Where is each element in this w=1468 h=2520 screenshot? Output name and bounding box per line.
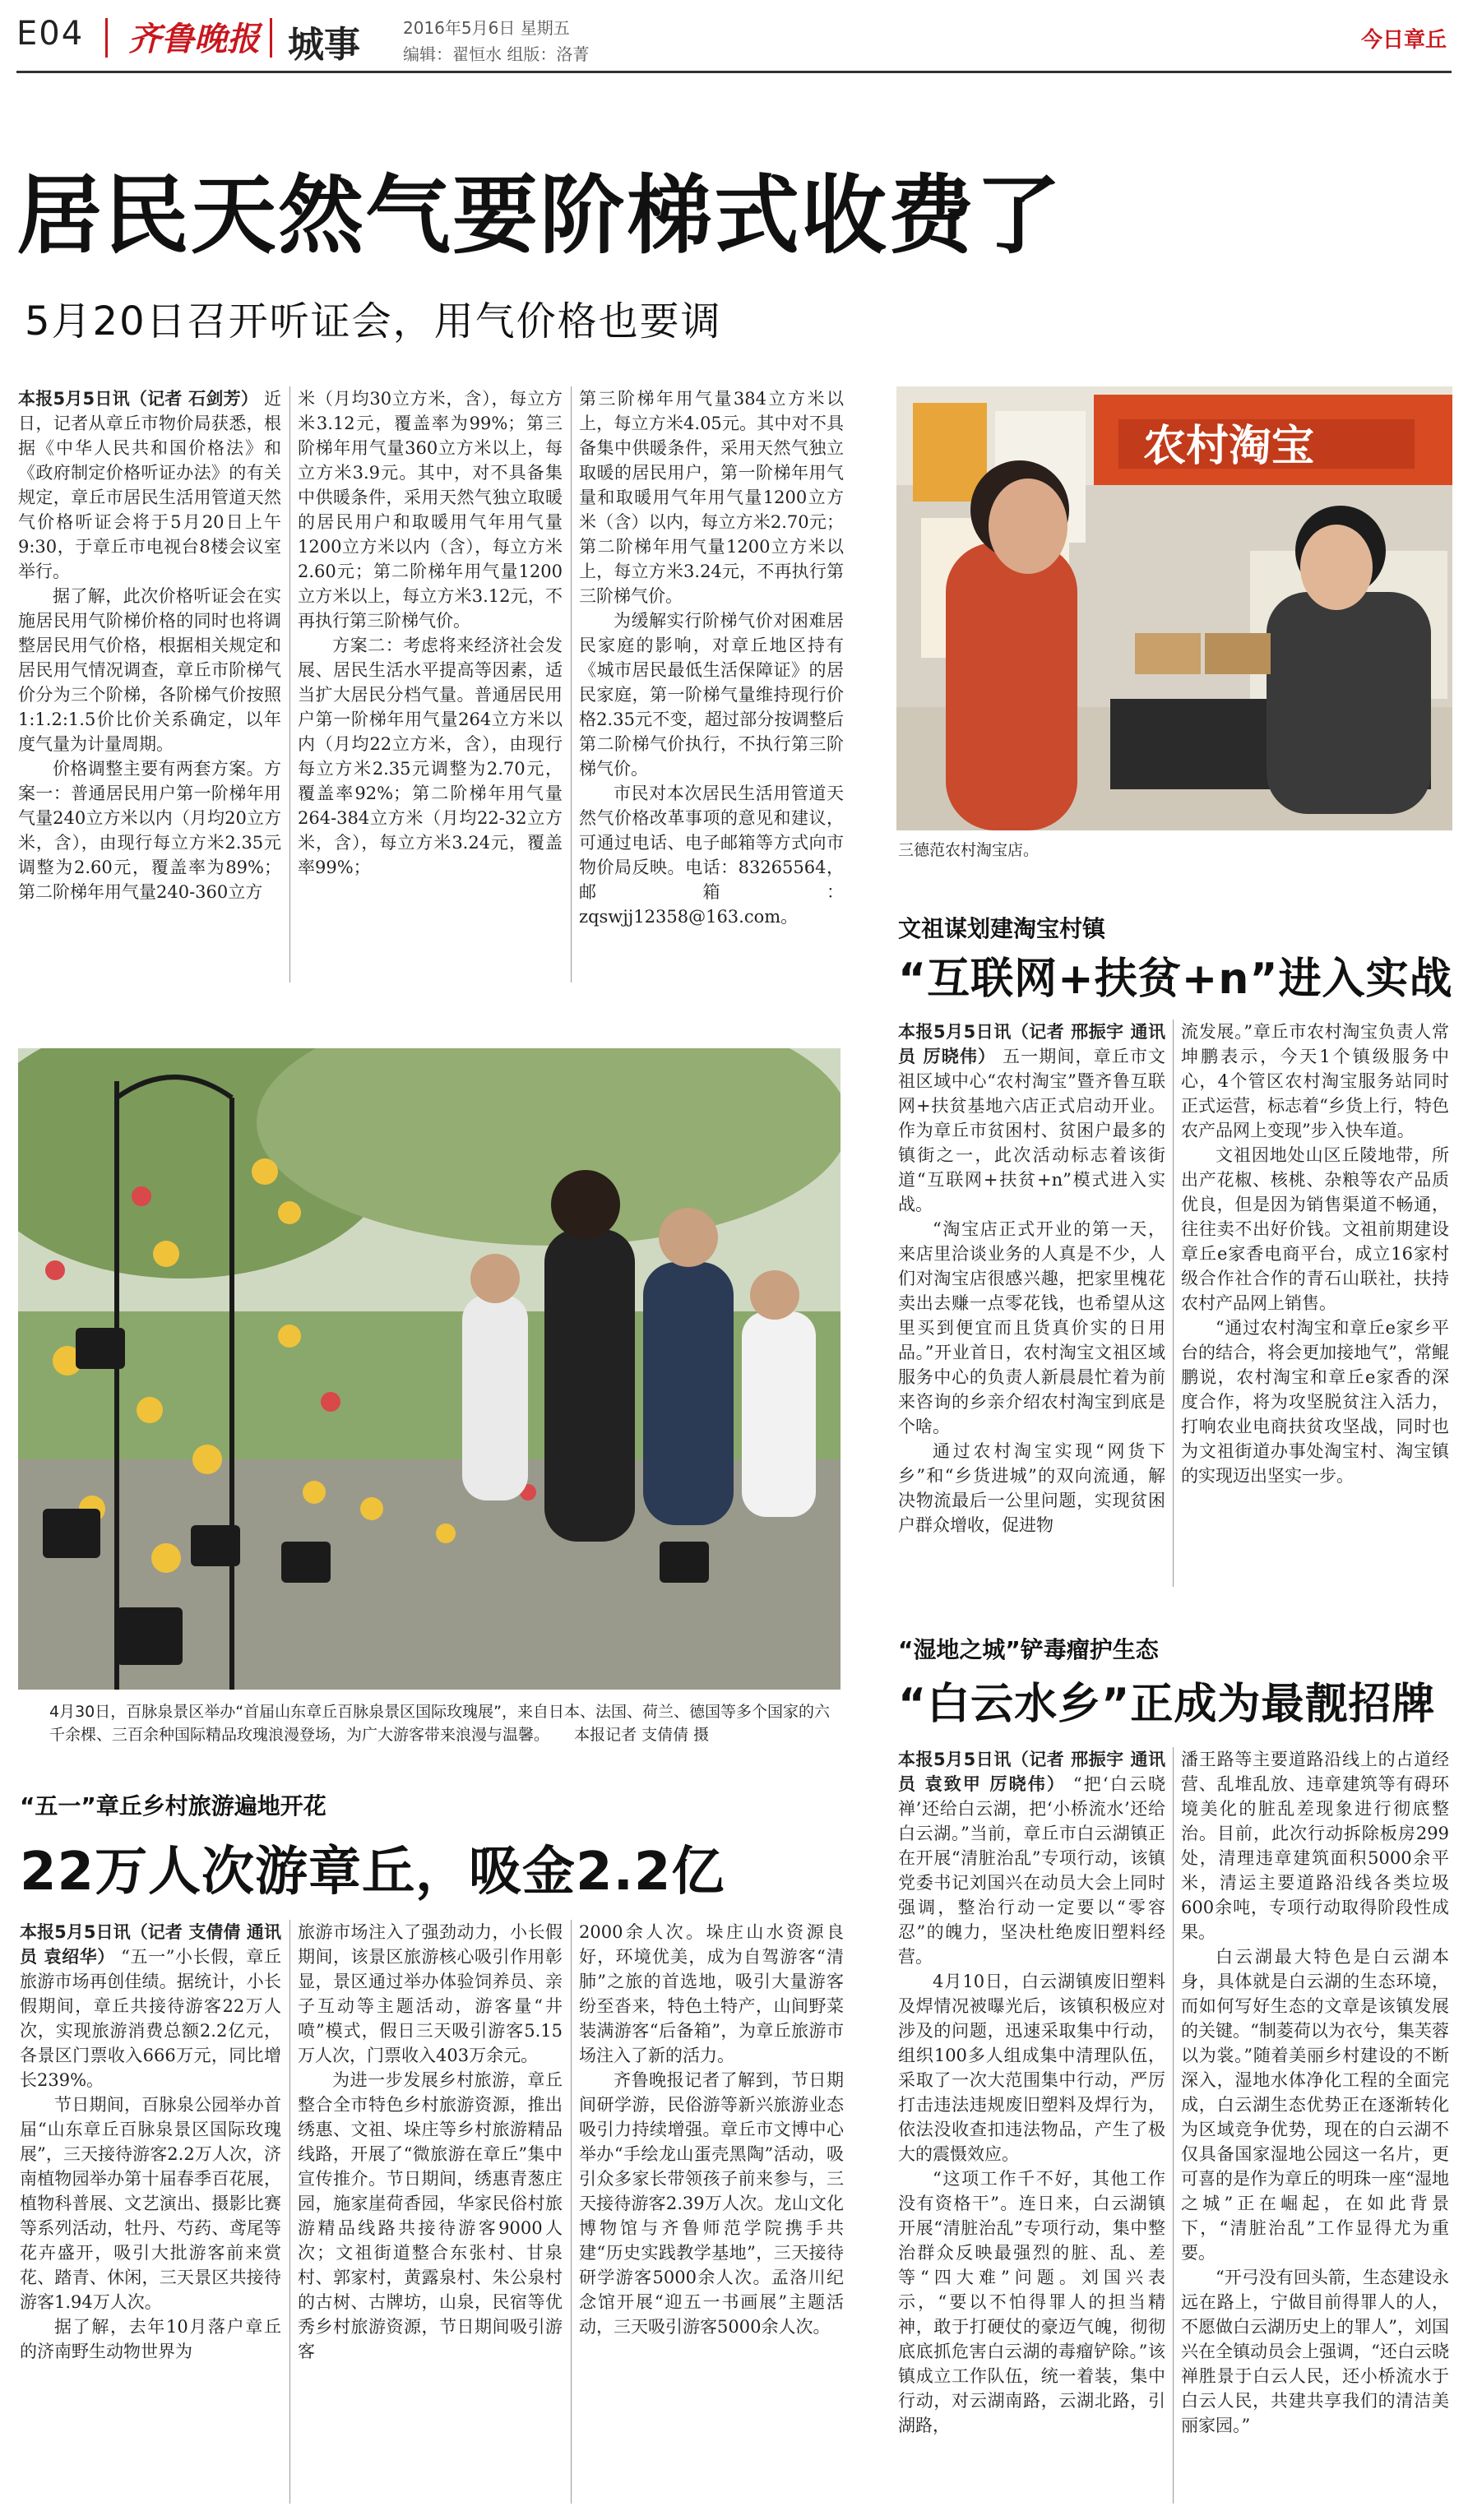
paragraph: “淘宝店正式开业的第一天，来店里洽谈业务的人真是不少，人们对淘宝店很感兴趣，把家里槐花卖出去赚一点零花钱，也希望从这里买到便宜而且货真价实的日用品。”开业首日，农村淘宝文祖区域服务中心的负责人新晨晨忙着为前来咨询的乡亲介绍农村淘宝到底是个啥。 [898,1219,1165,1436]
paragraph: “通过农村淘宝和章丘e家乡平台的结合，将会更加接地气”，常鲲鹏说，农村淘宝和章丘e家香的深度合作，将为攻坚脱贫注入活力，打响农业电商扶贫攻坚战，同时也为文祖街道办事处淘宝村、淘宝镇的实现迈出坚实一步。 [1181,1318,1449,1486]
shop-photo-caption: 三德范农村淘宝店。 [898,841,1040,859]
shop-sign-text: 农村淘宝 [1143,422,1315,471]
wetland-column-2 [1181,1747,1449,2512]
wetland-byline: 本报5月5日讯（记者 邢振宇 通讯员 袁致甲 厉晓伟） [898,1750,1165,1794]
paragraph: 米（月均30立方米，含），每立方米3.12元，覆盖率为99%；第三阶梯年用气量360立方米以上，每立方米3.9元。其中，对不具备集中供暖条件，采用天然气独立取暖的居民用户和取暖用气年用气量1200立方米以内（含），每立方米2.60元；第二阶梯年用气量1200立方米以上，每立方米3.12元，不再执行第三阶梯气价。 [298,389,563,631]
section-name: 城事 [288,24,360,66]
tourism-headline: 22万人次游章丘，吸金2.2亿 [20,1842,725,1903]
lead-column-3 [579,386,844,991]
rose-exhibition-photo [18,1048,841,1690]
issue-date: 2016年5月6日 星期五 [403,18,570,38]
tourism-kicker: “五一”章丘乡村旅游遍地开花 [20,1792,326,1819]
taobao-headline: “互联网+扶贫+n”进入实战 [898,955,1453,1004]
newspaper-brand-logo: 齐鲁晚报 [128,20,260,58]
paragraph: 通过农村淘宝实现“网货下乡”和“乡货进城”的双向流通，解决物流最后一公里问题，实现贫困户群众增收，促进物 [898,1441,1165,1535]
paragraph: “把‘白云晓禅’还给白云湖，把‘小桥流水’还给白云湖。”当前，章丘市白云湖镇正在开展“清脏治乱”专项行动，该镇党委书记刘国兴在动员大会上同时强调，整治行动一定要以“零容忍”的魄力，坚决杜绝废旧塑料经营。 [898,1774,1165,1967]
paragraph: 旅游市场注入了强劲动力，小长假期间，该景区旅游核心吸引作用彰显，景区通过举办体验饲养员、亲子互动等主题活动，游客量“井喷”模式，假日三天吸引游客5.15万人次，门票收入403万余元。 [298,1922,563,2065]
lead-subheadline: 5月20日召开听证会，用气价格也要调 [25,298,722,344]
paragraph: 流发展。”章丘市农村淘宝负责人常坤鹏表示，今天1个镇级服务中心，4个管区农村淘宝服务站同时正式运营，标志着“乡货上行，特色农产品网上变现”步入快车道。 [1181,1022,1449,1140]
lead-headline: 居民天然气要阶梯式收费了 [16,165,1063,266]
paragraph: 方案二：考虑将来经济社会发展、居民生活水平提高等因素，适当扩大居民分档气量。普通居民用户第一阶梯年用气量264立方米以内（月均22立方米，含），由现行每立方米2.35元调整为2.70元，覆盖率92%；第二阶梯年用气量264-384立方米（月均22-32立方米，含），每立方米3.24元，覆盖率99%； [298,636,563,877]
paragraph: 五一期间，章丘市文祖区域中心“农村淘宝”暨齐鲁互联网+扶贫基地六店正式启动开业。作为章丘市贫困村、贫困户最多的镇街之一，此次活动标志着该街道“互联网+扶贫+n”模式进入实战。 [898,1047,1165,1214]
lead-byline: 本报5月5日讯（记者 石剑芳） [18,389,259,409]
paragraph: 2000余人次。垛庄山水资源良好，环境优美，成为自驾游客“清肺”之旅的首选地，吸引大量游客纷至沓来，特色土特产，山间野菜装满游客“后备箱”，为章丘旅游市场注入了新的活力。 [579,1922,844,2065]
editors-credit: 编辑：翟恒水 组版：洛菁 [403,44,590,64]
paragraph: 第三阶梯年用气量384立方米以上，每立方米4.05元。其中对不具备集中供暖条件，采用天然气独立取暖的居民用户，第一阶梯年用气量和取暖用气年用气量1200立方米（含）以内，每立方米2.70元；第二阶梯年用气量1200立方米以上，每立方米3.24元，不再执行第三阶梯气价。 [579,389,844,606]
taobao-byline: 本报5月5日讯（记者 邢振宇 通讯员 厉晓伟） [898,1022,1165,1066]
lead-column-1 [18,386,281,991]
paragraph: 据了解，去年10月落户章丘的济南野生动物世界为 [20,2317,281,2361]
paragraph: 4月10日，白云湖镇废旧塑料及焊情况被曝光后，该镇积极应对涉及的问题，迅速采取集中行动，组织100多人组成集中清理队伍，采取了一次大范围集中行动，严厉打击违法违规废旧塑料及焊行为，依法没收查扣违法物品，产生了极大的震慑效应。 [898,1972,1165,2164]
lead-column-2 [298,386,563,991]
tourism-column-2 [298,1920,563,2512]
column-rule [571,386,572,983]
paragraph: 节日期间，百脉泉公园举办首届“山东章丘百脉泉景区国际玫瑰展”，三天接待游客2.2万人次，济南植物园举办第十届春季百花展，植物科普展、文艺演出、摄影比赛等系列活动，牡丹、芍药、鸢尾等花卉盛开，吸引大批游客前来赏花、踏青、休闲，三天景区共接待游客1.94万人次。 [20,2095,281,2312]
paragraph: “五一”小长假，章丘旅游市场再创佳绩。据统计，小长假期间，章丘共接待游客22万人次，实现旅游消费总额2.2亿元，各景区门票收入666万元，同比增长239%。 [20,1947,281,2090]
column-rule [1173,1747,1174,2504]
column-rule [571,1920,572,2504]
edition-tag: 今日章丘 [1360,28,1447,53]
wetland-column-1 [898,1747,1165,2512]
page-header [16,0,1452,72]
paragraph: 近日，记者从章丘市物价局获悉，根据《中华人民共和国价格法》和《政府制定价格听证办法》的有关规定，章丘市居民生活用管道天然气价格听证会将于5月20日上午9:30，于章丘市电视台8楼会议室举行。 [18,389,281,581]
paragraph: 文祖因地处山区丘陵地带，所出产花椒、核桃、杂粮等农产品质优良，但是因为销售渠道不畅通，往往卖不出好价钱。文祖前期建设章丘e家香电商平台，成立16家村级合作社合作的青石山联社，扶持农村产品网上销售。 [1181,1145,1449,1313]
header-divider [270,18,272,58]
paragraph: 齐鲁晚报记者了解到，节日期间研学游，民俗游等新兴旅游业态吸引力持续增强。章丘市文博中心举办“手绘龙山蛋壳黑陶”活动，吸引众多家长带领孩子前来参与，三天接待游客2.39万人次。龙山文化博物馆与齐鲁师范学院携手共建“历史实践教学基地”，三天接待研学游客5000余人次。孟洛川纪念馆开展“迎五一书画展”主题活动，三天吸引游客5000余人次。 [579,2070,844,2337]
column-rule [1173,1020,1174,1587]
header-rule [16,71,1452,73]
tourism-byline: 本报5月5日讯（记者 支倩倩 通讯员 袁绍华） [20,1922,281,1967]
paragraph: 价格调整主要有两套方案。方案一：普通居民用户第一阶梯年用气量240立方米以内（月均20立方米，含），由现行每立方米2.35元调整为2.60元，覆盖率为89%；第二阶梯年用气量240-360立方 [18,759,281,902]
rose-photo-caption [49,1700,839,1746]
rural-taobao-shop-photo [896,386,1452,830]
paragraph: 为缓解实行阶梯气价对困难居民家庭的影响，对章丘地区持有《城市居民最低生活保障证》的居民家庭，第一阶梯气量维持现行价格2.35元不变，超过部分按调整后第二阶梯气价执行，不执行第三阶梯气价。 [579,611,844,779]
paragraph: 为进一步发展乡村旅游，章丘整合全市特色乡村旅游资源，推出绣惠、文祖、垛庄等乡村旅游精品线路，开展了“微旅游在章丘”集中宣传推介。节日期间，绣惠青葱庄园，施家崖荷香园，华家民俗村旅游精品线路共接待游客9000人次；文祖街道整合东张村、甘泉村、郭家村，黄露泉村、朱公泉村的古树、古牌坊，山泉，民宿等优秀乡村旅游资源，节日期间吸引游客 [298,2070,563,2361]
taobao-column-1 [898,1020,1165,1595]
paragraph: 市民对本次居民生活用管道天然气价格改革事项的意见和建议，可通过电话、电子邮箱等方式向市物价局反映。电话：83265564，邮箱：zqswjj12358@163.com。 [579,784,844,927]
photo-credit: 本报记者 支倩倩 摄 [574,1726,710,1744]
paragraph: “开弓没有回头箭，生态建设永远在路上，宁做目前得罪人的人，不愿做白云湖历史上的罪人”，刘国兴在全镇动员会上强调，“还白云晓禅胜景于白云人民，还小桥流水于白云人民，共建共享我们的清洁美丽家园。” [1181,2268,1449,2435]
paragraph: 据了解，此次价格听证会在实施居民用气阶梯价格的同时也将调整居民用气价格，根据相关规定和居民用气情况调查，章丘市阶梯气价分为三个阶梯，各阶梯气价按照1:1.2:1.5价比价关系确定，以年度气量为计量周期。 [18,586,281,754]
wetland-headline: “白云水乡”正成为最靓招牌 [898,1680,1436,1729]
tourism-column-1 [20,1920,281,2512]
header-divider [105,18,108,58]
rose-caption-text: 4月30日，百脉泉景区举办“首届山东章丘百脉泉景区国际玫瑰展”，来自日本、法国、荷兰、德国等多个国家的六千余棵、三百余种国际精品玫瑰浪漫登场，为广大游客带来浪漫与温馨。 [49,1703,830,1744]
taobao-kicker: 文祖谋划建淘宝村镇 [898,915,1106,942]
paragraph: 潘王路等主要道路沿线上的占道经营、乱堆乱放、违章建筑等有碍环境美化的脏乱差现象进行彻底整治。目前，此次行动拆除板房299处，清理违章建筑面积5000余平米，清运主要道路沿线各类垃圾600余吨，专项行动取得阶段性成果。 [1181,1750,1449,1942]
tourism-column-3 [579,1920,844,2512]
column-rule [289,386,290,983]
column-rule [289,1920,290,2504]
taobao-column-2 [1181,1020,1449,1595]
paragraph: 白云湖最大特色是白云湖本身，具体就是白云湖的生态环境，而如何写好生态的文章是该镇发展的关键。“制菱荷以为衣兮，集芙蓉以为裳。”随着美丽乡村建设的不断深入，湿地水体净化工程的全面完成，白云湖生态优势正在逐渐转化为区域竞争优势，现在的白云湖不仅具备国家湿地公园这一名片，更可喜的是作为章丘的明珠一座“湿地之城”正在崛起，在如此背景下，“清脏治乱”工作显得尤为重要。 [1181,1947,1449,2263]
paragraph: “这项工作千不好，其他工作没有资格干”。连日来，白云湖镇开展“清脏治乱”专项行动，集中整治群众反映最强烈的脏、乱、差等“四大难”问题。刘国兴表示，“要以不怕得罪人的担当精神，敢于打硬仗的豪迈气魄，彻彻底底抓危害白云湖的毒瘤铲除。”该镇成立工作队伍，统一着装，集中行动，对云湖南路，云湖北路，引湖路， [898,2169,1165,2435]
page-number: E04 [16,15,85,53]
wetland-kicker: “湿地之城”铲毒瘤护生态 [898,1636,1159,1663]
